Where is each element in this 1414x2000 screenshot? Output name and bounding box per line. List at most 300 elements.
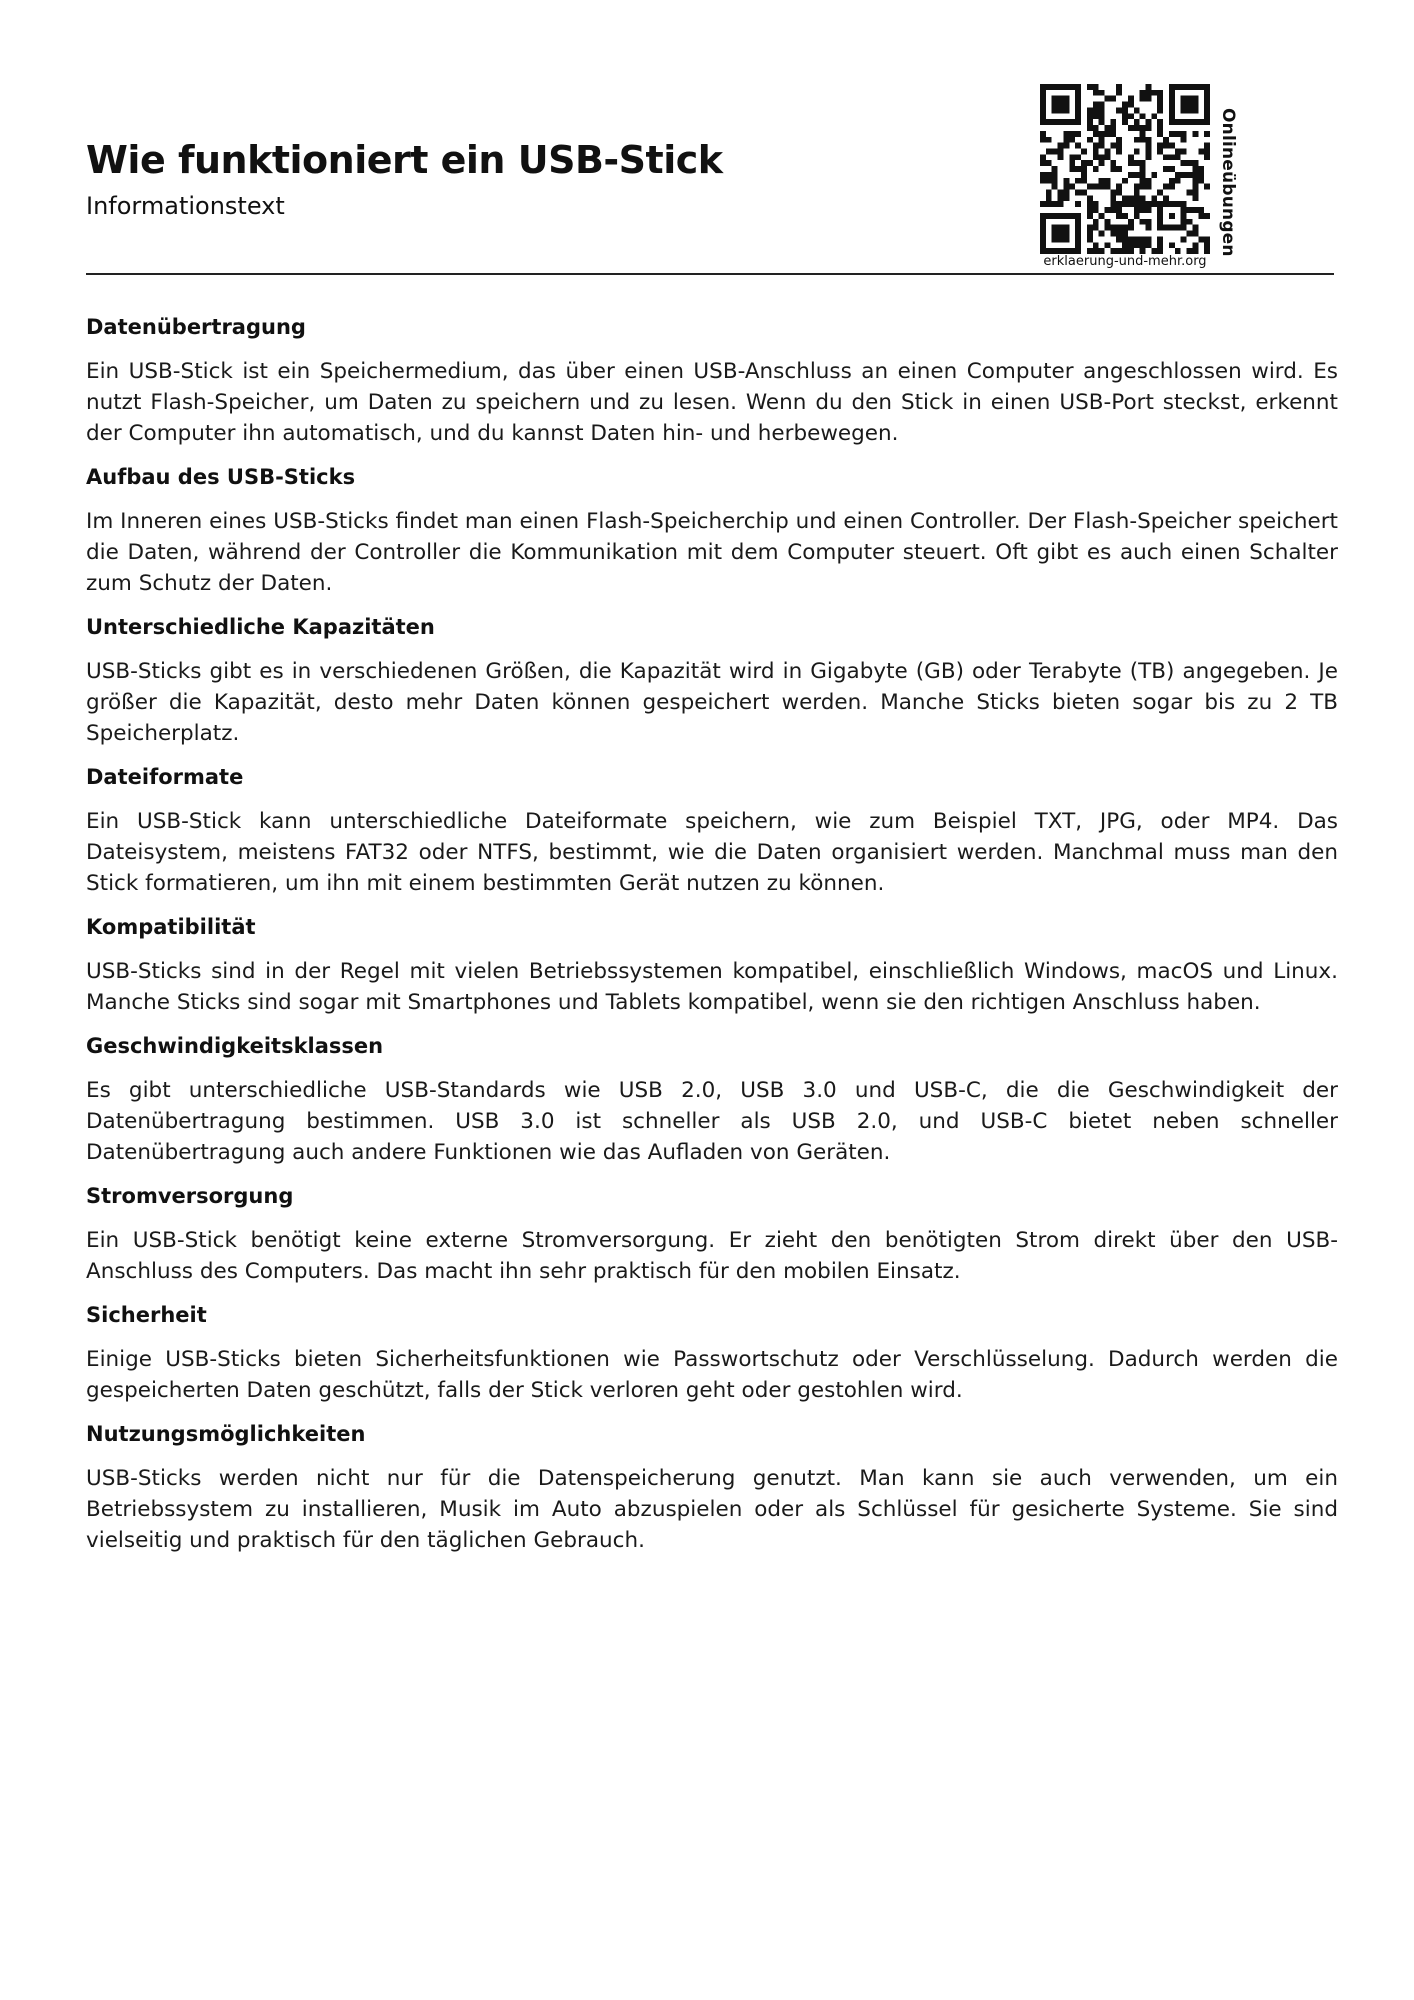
qr-module xyxy=(1046,119,1052,125)
qr-module xyxy=(1146,219,1152,225)
qr-module xyxy=(1204,113,1210,119)
qr-module xyxy=(1104,96,1110,102)
qr-module xyxy=(1134,107,1140,113)
qr-module xyxy=(1122,201,1128,207)
qr-module xyxy=(1087,84,1093,90)
qr-module xyxy=(1146,143,1152,149)
qr-module xyxy=(1151,172,1157,178)
qr-module xyxy=(1046,148,1052,154)
qr-module xyxy=(1093,143,1099,149)
qr-module xyxy=(1140,219,1146,225)
qr-module xyxy=(1140,236,1146,242)
qr-module xyxy=(1104,131,1110,137)
qr-module xyxy=(1040,201,1046,207)
qr-module xyxy=(1169,213,1175,219)
qr-module xyxy=(1063,184,1069,190)
section-kapazitaeten xyxy=(86,612,1338,749)
qr-module xyxy=(1192,184,1198,190)
qr-module xyxy=(1192,102,1198,108)
qr-module xyxy=(1052,231,1058,237)
qr-module xyxy=(1110,201,1116,207)
qr-module xyxy=(1087,137,1093,143)
qr-module xyxy=(1087,201,1093,207)
qr-module xyxy=(1040,213,1046,219)
qr-module xyxy=(1146,184,1152,190)
qr-module xyxy=(1204,143,1210,149)
qr-module xyxy=(1058,195,1064,201)
qr-module xyxy=(1099,113,1105,119)
qr-module xyxy=(1093,184,1099,190)
qr-module xyxy=(1140,166,1146,172)
qr-module xyxy=(1157,219,1163,225)
qr-module xyxy=(1099,160,1105,166)
qr-module xyxy=(1192,195,1198,201)
qr-module xyxy=(1169,242,1175,248)
qr-module xyxy=(1104,184,1110,190)
qr-module xyxy=(1204,107,1210,113)
qr-module xyxy=(1157,236,1163,242)
qr-module xyxy=(1058,213,1064,219)
qr-module xyxy=(1040,236,1046,242)
qr-module xyxy=(1075,166,1081,172)
qr-module xyxy=(1146,137,1152,143)
qr-module xyxy=(1204,90,1210,96)
qr-module xyxy=(1063,102,1069,108)
qr-module xyxy=(1040,137,1046,143)
qr-module xyxy=(1157,125,1163,131)
section-dateiformate xyxy=(86,762,1338,899)
section-text: Ein USB-Stick ist ein Speichermedium, das über einen USB-Anschluss an einen Computer angeschlossen wird. Es nutzt Flash-Speicher, um Daten zu speichern und zu lesen. Wenn du den Stick in einen USB-Port steckst, erkennt der Computer ihn automatisch, und du kannst Daten hin- und herbewegen. xyxy=(86,359,1338,446)
qr-module xyxy=(1181,213,1187,219)
qr-module xyxy=(1140,195,1146,201)
qr-module xyxy=(1192,231,1198,237)
qr-module xyxy=(1046,84,1052,90)
qr-module xyxy=(1122,107,1128,113)
qr-module xyxy=(1099,213,1105,219)
qr-module xyxy=(1075,201,1081,207)
qr-module xyxy=(1087,119,1093,125)
qr-module xyxy=(1110,96,1116,102)
qr-module xyxy=(1128,195,1134,201)
qr-module xyxy=(1099,143,1105,149)
qr-module xyxy=(1192,242,1198,248)
qr-module xyxy=(1192,96,1198,102)
qr-module xyxy=(1175,172,1181,178)
section-heading: Sicherheit xyxy=(86,1303,207,1327)
qr-module xyxy=(1087,184,1093,190)
qr-module xyxy=(1063,236,1069,242)
section-heading: Unterschiedliche Kapazitäten xyxy=(86,615,435,639)
qr-module xyxy=(1140,96,1146,102)
qr-module xyxy=(1087,195,1093,201)
qr-module xyxy=(1040,160,1046,166)
qr-module xyxy=(1040,84,1046,90)
qr-module xyxy=(1063,84,1069,90)
qr-module xyxy=(1181,160,1187,166)
qr-module xyxy=(1116,213,1122,219)
qr-module xyxy=(1181,236,1187,242)
qr-module xyxy=(1134,125,1140,131)
qr-module xyxy=(1099,119,1105,125)
qr-module xyxy=(1192,190,1198,196)
qr-module xyxy=(1058,190,1064,196)
qr-module xyxy=(1187,231,1193,237)
section-sicherheit xyxy=(86,1300,1338,1406)
qr-module xyxy=(1099,184,1105,190)
qr-module xyxy=(1157,242,1163,248)
qr-module xyxy=(1075,242,1081,248)
qr-module xyxy=(1058,84,1064,90)
qr-module xyxy=(1146,225,1152,231)
qr-module xyxy=(1110,190,1116,196)
qr-module xyxy=(1063,107,1069,113)
qr-module xyxy=(1075,96,1081,102)
qr-module xyxy=(1128,242,1134,248)
qr-module xyxy=(1157,119,1163,125)
qr-module xyxy=(1175,154,1181,160)
qr-module xyxy=(1063,119,1069,125)
qr-module xyxy=(1087,213,1093,219)
qr-module xyxy=(1069,137,1075,143)
qr-module xyxy=(1116,143,1122,149)
qr-module xyxy=(1181,172,1187,178)
qr-module xyxy=(1146,84,1152,90)
qr-module xyxy=(1157,207,1163,213)
qr-module xyxy=(1063,213,1069,219)
qr-module xyxy=(1192,225,1198,231)
qr-module xyxy=(1181,107,1187,113)
qr-module xyxy=(1087,160,1093,166)
qr-module xyxy=(1134,201,1140,207)
qr-module xyxy=(1204,102,1210,108)
qr-module xyxy=(1163,166,1169,172)
section-text: Ein USB-Stick benötigt keine externe Stromversorgung. Er zieht den benötigten Strom direkt über den USB-Anschluss des Computers. Das macht ihn sehr praktisch für den mobilen Einsatz. xyxy=(86,1228,1338,1284)
qr-module xyxy=(1063,225,1069,231)
qr-module xyxy=(1157,107,1163,113)
qr-module xyxy=(1093,225,1099,231)
qr-module xyxy=(1069,184,1075,190)
qr-module xyxy=(1192,172,1198,178)
section-heading: Kompatibilität xyxy=(86,915,256,939)
qr-module xyxy=(1110,195,1116,201)
qr-module xyxy=(1140,160,1146,166)
qr-module xyxy=(1140,90,1146,96)
qr-module xyxy=(1040,154,1046,160)
qr-module xyxy=(1087,125,1093,131)
qr-module xyxy=(1122,178,1128,184)
qr-module xyxy=(1075,102,1081,108)
qr-module xyxy=(1187,219,1193,225)
qr-module xyxy=(1128,125,1134,131)
qr-module xyxy=(1181,84,1187,90)
qr-module xyxy=(1099,90,1105,96)
qr-module xyxy=(1069,154,1075,160)
qr-module xyxy=(1040,219,1046,225)
qr-module xyxy=(1122,236,1128,242)
qr-module xyxy=(1169,154,1175,160)
qr-module xyxy=(1146,154,1152,160)
qr-module xyxy=(1151,195,1157,201)
qr-module xyxy=(1110,119,1116,125)
qr-module xyxy=(1081,178,1087,184)
qr-module xyxy=(1063,190,1069,196)
qr-module xyxy=(1075,213,1081,219)
qr-module xyxy=(1204,213,1210,219)
qr-module xyxy=(1169,143,1175,149)
qr-module xyxy=(1192,166,1198,172)
page-subtitle: Informationstext xyxy=(86,192,285,220)
qr-module xyxy=(1157,131,1163,137)
qr-module xyxy=(1175,148,1181,154)
qr-module xyxy=(1099,178,1105,184)
qr-module xyxy=(1187,96,1193,102)
qr-module xyxy=(1093,154,1099,160)
qr-module xyxy=(1157,190,1163,196)
qr-module xyxy=(1040,131,1046,137)
qr-module xyxy=(1169,166,1175,172)
qr-module xyxy=(1169,96,1175,102)
qr-url-label[interactable]: erklaerung-und-mehr.org xyxy=(1043,254,1207,269)
qr-module xyxy=(1128,172,1134,178)
qr-module xyxy=(1099,154,1105,160)
qr-module xyxy=(1181,225,1187,231)
qr-module xyxy=(1104,154,1110,160)
qr-module xyxy=(1075,113,1081,119)
qr-module xyxy=(1157,96,1163,102)
qr-module xyxy=(1046,172,1052,178)
qr-module xyxy=(1069,84,1075,90)
qr-module xyxy=(1063,231,1069,237)
qr-module xyxy=(1110,160,1116,166)
qr-module xyxy=(1052,96,1058,102)
qr-module xyxy=(1140,207,1146,213)
qr-module xyxy=(1110,125,1116,131)
section-geschwindigkeitsklassen xyxy=(86,1031,1338,1168)
qr-module xyxy=(1122,231,1128,237)
qr-module xyxy=(1163,184,1169,190)
qr-module xyxy=(1093,219,1099,225)
qr-module xyxy=(1134,172,1140,178)
qr-module xyxy=(1151,90,1157,96)
qr-module xyxy=(1081,148,1087,154)
qr-module xyxy=(1146,242,1152,248)
section-heading: Dateiformate xyxy=(86,765,244,789)
qr-module xyxy=(1204,184,1210,190)
qr-module xyxy=(1104,225,1110,231)
qr-module xyxy=(1169,178,1175,184)
qr-code-icon[interactable] xyxy=(1040,84,1210,254)
section-stromversorgung xyxy=(86,1181,1338,1287)
qr-module xyxy=(1052,178,1058,184)
qr-module xyxy=(1169,225,1175,231)
qr-module xyxy=(1075,119,1081,125)
qr-module xyxy=(1163,195,1169,201)
qr-module xyxy=(1110,143,1116,149)
qr-module xyxy=(1040,178,1046,184)
qr-module xyxy=(1093,125,1099,131)
qr-module xyxy=(1181,131,1187,137)
qr-module xyxy=(1204,84,1210,90)
qr-module xyxy=(1093,131,1099,137)
qr-module xyxy=(1075,190,1081,196)
qr-module xyxy=(1128,102,1134,108)
section-text: USB-Sticks gibt es in verschiedenen Größen, die Kapazität wird in Gigabyte (GB) oder Terabyte (TB) angegeben. Je größer die Kapazität, desto mehr Daten können gespeichert werden. Manche Sticks bieten sogar bis zu 2 TB Speicherplatz. xyxy=(86,659,1338,746)
qr-module xyxy=(1163,143,1169,149)
qr-module xyxy=(1134,190,1140,196)
qr-module xyxy=(1128,236,1134,242)
qr-module xyxy=(1075,90,1081,96)
qr-module xyxy=(1181,96,1187,102)
qr-module xyxy=(1116,190,1122,196)
qr-module xyxy=(1128,225,1134,231)
section-heading: Aufbau des USB-Sticks xyxy=(86,465,356,489)
qr-module xyxy=(1093,102,1099,108)
qr-module xyxy=(1058,148,1064,154)
qr-module xyxy=(1116,231,1122,237)
qr-module xyxy=(1104,219,1110,225)
qr-module xyxy=(1157,90,1163,96)
section-text: USB-Sticks sind in der Regel mit vielen Betriebssystemen kompatibel, einschließlich Windows, macOS und Linux. Manche Sticks sind sogar mit Smartphones und Tablets kompatibel, wenn sie den richtigen Anschluss haben. xyxy=(86,959,1338,1015)
section-heading: Nutzungsmöglichkeiten xyxy=(86,1422,366,1446)
qr-module xyxy=(1110,225,1116,231)
qr-module xyxy=(1081,172,1087,178)
qr-module xyxy=(1169,107,1175,113)
qr-module xyxy=(1046,195,1052,201)
qr-module xyxy=(1146,96,1152,102)
qr-module xyxy=(1134,195,1140,201)
qr-module xyxy=(1069,119,1075,125)
qr-module xyxy=(1058,154,1064,160)
qr-module xyxy=(1181,201,1187,207)
qr-module xyxy=(1187,84,1193,90)
qr-module xyxy=(1058,201,1064,207)
qr-module xyxy=(1069,166,1075,172)
document-body xyxy=(86,312,1338,1569)
qr-module xyxy=(1052,213,1058,219)
qr-module xyxy=(1175,84,1181,90)
qr-module xyxy=(1075,143,1081,149)
qr-module xyxy=(1046,160,1052,166)
qr-module xyxy=(1175,178,1181,184)
qr-module xyxy=(1146,119,1152,125)
qr-module xyxy=(1069,131,1075,137)
qr-module xyxy=(1181,119,1187,125)
qr-module xyxy=(1040,107,1046,113)
qr-module xyxy=(1093,201,1099,207)
qr-module xyxy=(1187,207,1193,213)
qr-module xyxy=(1198,148,1204,154)
qr-module xyxy=(1116,107,1122,113)
qr-module xyxy=(1204,148,1210,154)
qr-module xyxy=(1198,119,1204,125)
qr-module xyxy=(1093,107,1099,113)
qr-module xyxy=(1052,107,1058,113)
qr-module xyxy=(1187,172,1193,178)
qr-module xyxy=(1192,107,1198,113)
qr-module xyxy=(1122,225,1128,231)
side-label-text: Onlineübungen xyxy=(1218,108,1238,257)
qr-module xyxy=(1099,131,1105,137)
qr-module xyxy=(1058,236,1064,242)
qr-module xyxy=(1192,207,1198,213)
qr-module xyxy=(1104,207,1110,213)
qr-module xyxy=(1122,113,1128,119)
qr-module xyxy=(1163,225,1169,231)
qr-module xyxy=(1140,242,1146,248)
qr-module xyxy=(1052,119,1058,125)
qr-module xyxy=(1192,131,1198,137)
qr-module xyxy=(1104,148,1110,154)
qr-module xyxy=(1192,160,1198,166)
qr-module xyxy=(1046,137,1052,143)
qr-module xyxy=(1198,236,1204,242)
qr-module xyxy=(1192,84,1198,90)
qr-module xyxy=(1140,125,1146,131)
qr-module xyxy=(1204,154,1210,160)
section-text: Einige USB-Sticks bieten Sicherheitsfunktionen wie Passwortschutz oder Verschlüsselung. Dadurch werden die gespeicherten Daten geschützt, falls der Stick verloren geht oder gestohlen wird. xyxy=(86,1347,1338,1403)
qr-module xyxy=(1063,137,1069,143)
qr-module xyxy=(1087,231,1093,237)
qr-module xyxy=(1087,225,1093,231)
qr-module xyxy=(1058,119,1064,125)
qr-module xyxy=(1075,225,1081,231)
section-text: Ein USB-Stick kann unterschiedliche Dateiformate speichern, wie zum Beispiel TXT, JPG, oder MP4. Das Dateisystem, meistens FAT32 oder NTFS, bestimmt, wie die Daten organisiert werden. Manchmal muss man den Stick formatieren, um ihn mit einem bestimmten Gerät nutzen zu können. xyxy=(86,809,1338,896)
qr-module xyxy=(1146,207,1152,213)
qr-module xyxy=(1122,119,1128,125)
qr-module xyxy=(1058,231,1064,237)
qr-module xyxy=(1116,148,1122,154)
qr-module xyxy=(1169,131,1175,137)
qr-module xyxy=(1104,178,1110,184)
qr-module xyxy=(1116,201,1122,207)
qr-module xyxy=(1099,102,1105,108)
qr-module xyxy=(1087,113,1093,119)
qr-module xyxy=(1063,195,1069,201)
header-divider xyxy=(86,273,1334,275)
qr-module xyxy=(1146,125,1152,131)
qr-module xyxy=(1146,201,1152,207)
qr-module xyxy=(1052,172,1058,178)
qr-module xyxy=(1075,131,1081,137)
qr-module xyxy=(1052,148,1058,154)
qr-module xyxy=(1128,113,1134,119)
qr-module xyxy=(1069,213,1075,219)
qr-module xyxy=(1192,119,1198,125)
qr-module xyxy=(1187,160,1193,166)
qr-module xyxy=(1116,166,1122,172)
qr-module xyxy=(1134,213,1140,219)
qr-module xyxy=(1052,166,1058,172)
qr-module xyxy=(1087,207,1093,213)
qr-module xyxy=(1146,178,1152,184)
qr-module xyxy=(1198,172,1204,178)
qr-module xyxy=(1204,96,1210,102)
qr-module xyxy=(1146,90,1152,96)
qr-module xyxy=(1163,137,1169,143)
qr-module xyxy=(1122,213,1128,219)
qr-module xyxy=(1093,242,1099,248)
qr-module xyxy=(1116,225,1122,231)
qr-module xyxy=(1081,190,1087,196)
qr-module xyxy=(1181,148,1187,154)
qr-module xyxy=(1134,184,1140,190)
qr-module xyxy=(1110,131,1116,137)
qr-module xyxy=(1058,96,1064,102)
qr-module xyxy=(1181,219,1187,225)
qr-module xyxy=(1052,201,1058,207)
qr-module xyxy=(1169,90,1175,96)
qr-module xyxy=(1140,137,1146,143)
